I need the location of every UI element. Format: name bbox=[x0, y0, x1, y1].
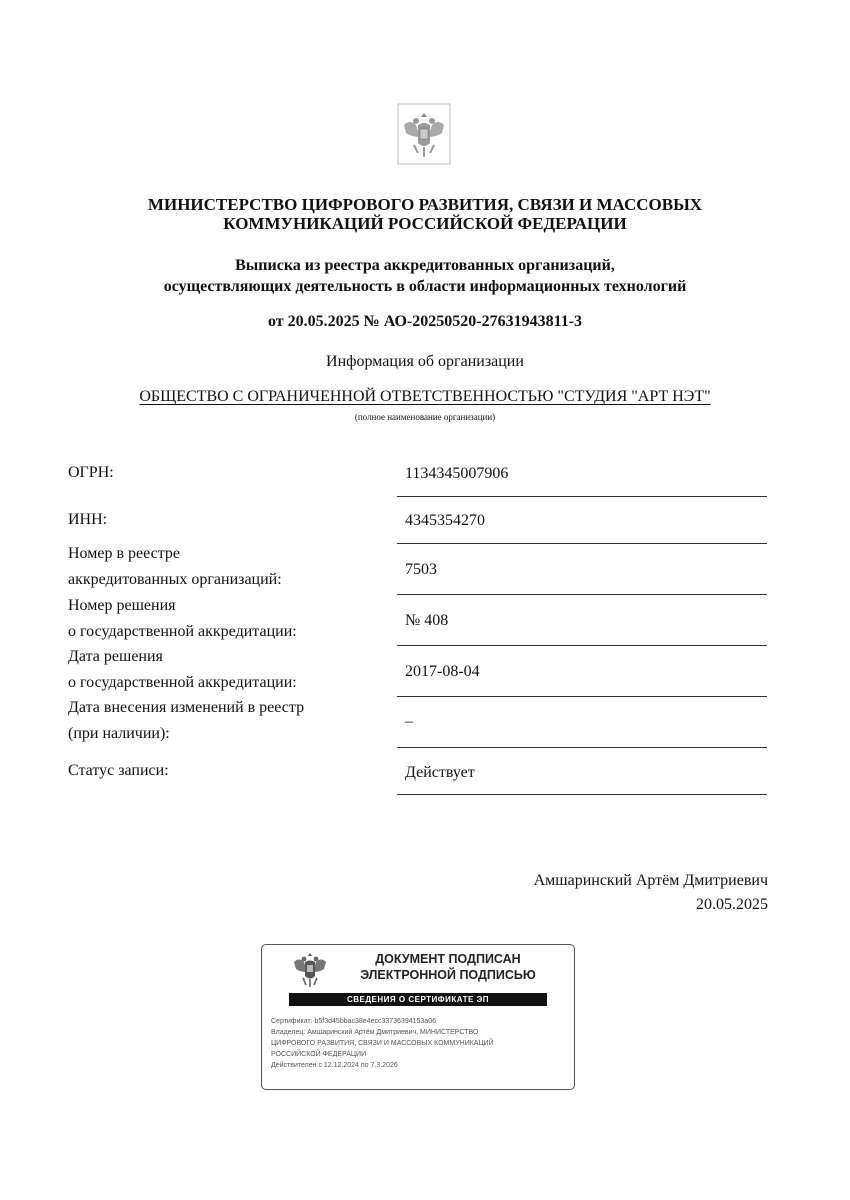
extract-line-2: осуществляющих деятельность в области информационных технологий bbox=[163, 278, 687, 295]
field-label-change-date: Дата внесения изменений в реестр (при наличии): bbox=[68, 699, 305, 742]
field-label-status: Статус записи: bbox=[68, 762, 169, 779]
field-label-registry-number: Номер в реестре аккредитованных организаций: bbox=[68, 545, 282, 588]
stamp-owner-line-3: РОССИЙСКОЙ ФЕДЕРАЦИИ bbox=[271, 1051, 367, 1058]
ministry-line-2: КОММУНИКАЦИЙ РОССИЙСКОЙ ФЕДЕРАЦИИ bbox=[223, 214, 627, 233]
field-underline bbox=[397, 543, 767, 544]
field-label-ogrn: ОГРН: bbox=[68, 464, 114, 481]
coat-of-arms-icon bbox=[290, 950, 330, 990]
stamp-certificate-id: Сертификат: b5f3d45bbac38e4ecc33736394153a06 bbox=[271, 1018, 436, 1025]
signer-block bbox=[534, 869, 768, 917]
field-value-inn: 4345354270 bbox=[405, 512, 485, 529]
stamp-certificate-details bbox=[271, 1016, 566, 1071]
stamp-owner-line-2: ЦИФРОВОГО РАЗВИТИЯ, СВЯЗИ И МАССОВЫХ КОММУНИКАЦИЙ bbox=[271, 1040, 494, 1047]
field-value-change-date: – bbox=[405, 713, 413, 730]
ministry-line-1: МИНИСТЕРСТВО ЦИФРОВОГО РАЗВИТИЯ, СВЯЗИ И МАССОВЫХ bbox=[147, 195, 703, 214]
stamp-validity: Действителен с 12.12.2024 по 7.3.2026 bbox=[271, 1062, 398, 1069]
signer-name: Амшаринский Артём Дмитриевич bbox=[533, 872, 768, 889]
stamp-title bbox=[348, 951, 548, 983]
field-underline bbox=[397, 747, 767, 748]
field-value-registry-number: 7503 bbox=[405, 561, 437, 578]
organization-name-caption: (полное наименование организации) bbox=[354, 412, 496, 422]
organization-name bbox=[0, 388, 850, 406]
signature-date: 20.05.2025 bbox=[696, 896, 768, 913]
field-value-ogrn: 1134345007906 bbox=[405, 465, 509, 482]
document-title bbox=[0, 255, 850, 297]
organization-name-text: ОБЩЕСТВО С ОГРАНИЧЕННОЙ ОТВЕТСТВЕННОСТЬЮ "СТУДИЯ "АРТ НЭТ" bbox=[139, 388, 711, 405]
stamp-title-line-2: ЭЛЕКТРОННОЙ ПОДПИСЬЮ bbox=[360, 968, 536, 982]
field-label-decision-number: Номер решения о государственной аккредитации: bbox=[68, 597, 297, 640]
field-value-decision-number: № 408 bbox=[405, 612, 449, 629]
extract-line-1: Выписка из реестра аккредитованных организаций, bbox=[235, 257, 615, 274]
field-underline bbox=[397, 794, 767, 795]
stamp-title-line-1: ДОКУМЕНТ ПОДПИСАН bbox=[375, 952, 521, 966]
field-underline bbox=[397, 594, 767, 595]
field-label-inn: ИНН: bbox=[68, 511, 108, 528]
stamp-certificate-bar: СВЕДЕНИЯ О СЕРТИФИКАТЕ ЭП bbox=[289, 993, 547, 1006]
stamp-owner-line-1: Владелец: Амшаринский Артём Дмитриевич, МИНИСТЕРСТВО bbox=[271, 1029, 479, 1036]
field-underline bbox=[397, 496, 767, 497]
electronic-signature-stamp bbox=[261, 944, 575, 1090]
info-section-title: Информация об организации bbox=[326, 353, 524, 370]
field-underline bbox=[397, 696, 767, 697]
document-number: от 20.05.2025 № АО-20250520-27631943811-3 bbox=[267, 313, 583, 330]
ministry-name bbox=[0, 195, 850, 233]
field-underline bbox=[397, 645, 767, 646]
field-value-decision-date: 2017-08-04 bbox=[405, 663, 480, 680]
field-label-decision-date: Дата решения о государственной аккредитации: bbox=[68, 648, 297, 691]
coat-of-arms-icon bbox=[396, 103, 452, 165]
field-value-status: Действует bbox=[405, 764, 475, 781]
